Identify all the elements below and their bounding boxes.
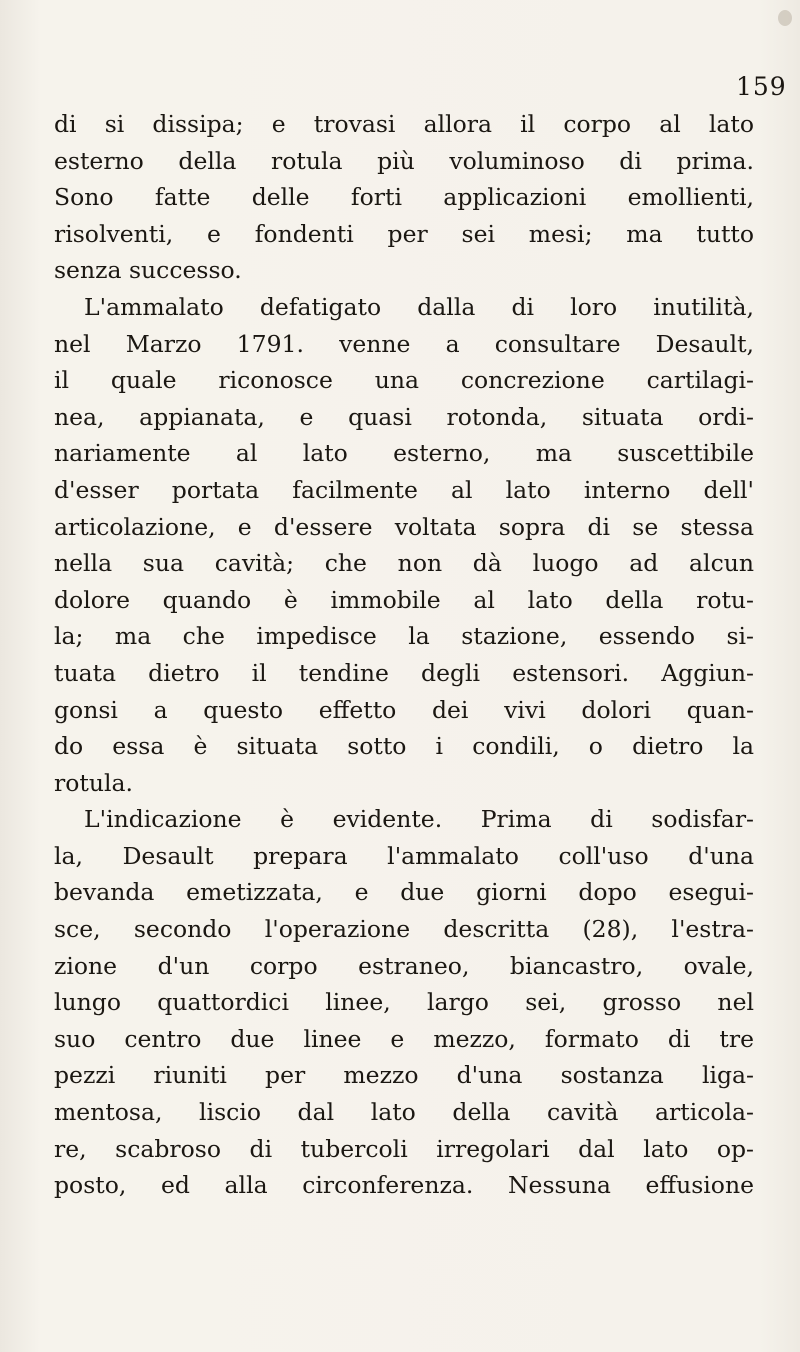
text-line: sce, secondo l'operazione descritta (28), l'estra- — [54, 915, 754, 944]
text-line: L'ammalato defatigato dalla di loro inutilità, — [84, 292, 754, 321]
text-line: nella sua cavità; che non dà luogo ad alcun — [54, 549, 754, 578]
text-line: do essa è situata sotto i condili, o dietro la — [54, 732, 754, 761]
text-line: risolventi, e fondenti per sei mesi; ma tutto — [54, 219, 754, 248]
text-line: rotula. — [54, 768, 133, 797]
text-line: bevanda emetizzata, e due giorni dopo esegui- — [54, 878, 754, 907]
text-line: gonsi a questo effetto dei vivi dolori quan- — [54, 695, 754, 724]
text-line: mentosa, liscio dal lato della cavità articola- — [54, 1098, 754, 1127]
text-line: tuata dietro il tendine degli estensori. Aggiun- — [54, 658, 754, 687]
text-line: d'esser portata facilmente al lato interno dell' — [54, 475, 754, 504]
text-line: Sono fatte delle forti applicazioni emollienti, — [54, 183, 754, 212]
text-line: nea, appianata, e quasi rotonda, situata ordi- — [54, 402, 754, 431]
text-line: re, scabroso di tubercoli irregolari dal lato op- — [54, 1134, 754, 1163]
text-line: posto, ed alla circonferenza. Nessuna effusione — [54, 1171, 754, 1200]
text-line: senza successo. — [54, 256, 242, 285]
text-line: dolore quando è immobile al lato della rotu- — [54, 585, 754, 614]
text-line: il quale riconosce una concrezione cartilagi- — [54, 366, 754, 395]
corner-stain — [778, 10, 792, 26]
text-line: la; ma che impedisce la stazione, essendo si- — [54, 622, 754, 651]
text-line: di si dissipa; e trovasi allora il corpo al lato — [54, 110, 754, 138]
text-line: zione d'un corpo estraneo, biancastro, ovale, — [54, 951, 754, 980]
text-line: pezzi riuniti per mezzo d'una sostanza liga- — [54, 1061, 754, 1090]
body-text — [54, 106, 754, 1204]
text-line: suo centro due linee e mezzo, formato di tre — [54, 1024, 754, 1053]
text-line: la, Desault prepara l'ammalato coll'uso d'una — [54, 841, 754, 870]
text-line: articolazione, e d'essere voltata sopra di se stessa — [54, 512, 754, 541]
text-line: L'indicazione è evidente. Prima di sodisfar- — [84, 805, 754, 834]
text-line: esterno della rotula più voluminoso di prima. — [54, 146, 754, 175]
text-line: nariamente al lato esterno, ma suscettibile — [54, 439, 754, 468]
text-line: lungo quattordici linee, largo sei, grosso nel — [54, 988, 754, 1017]
page-number: 159 — [736, 72, 787, 101]
text-line: nel Marzo 1791. venne a consultare Desault, — [54, 329, 754, 358]
